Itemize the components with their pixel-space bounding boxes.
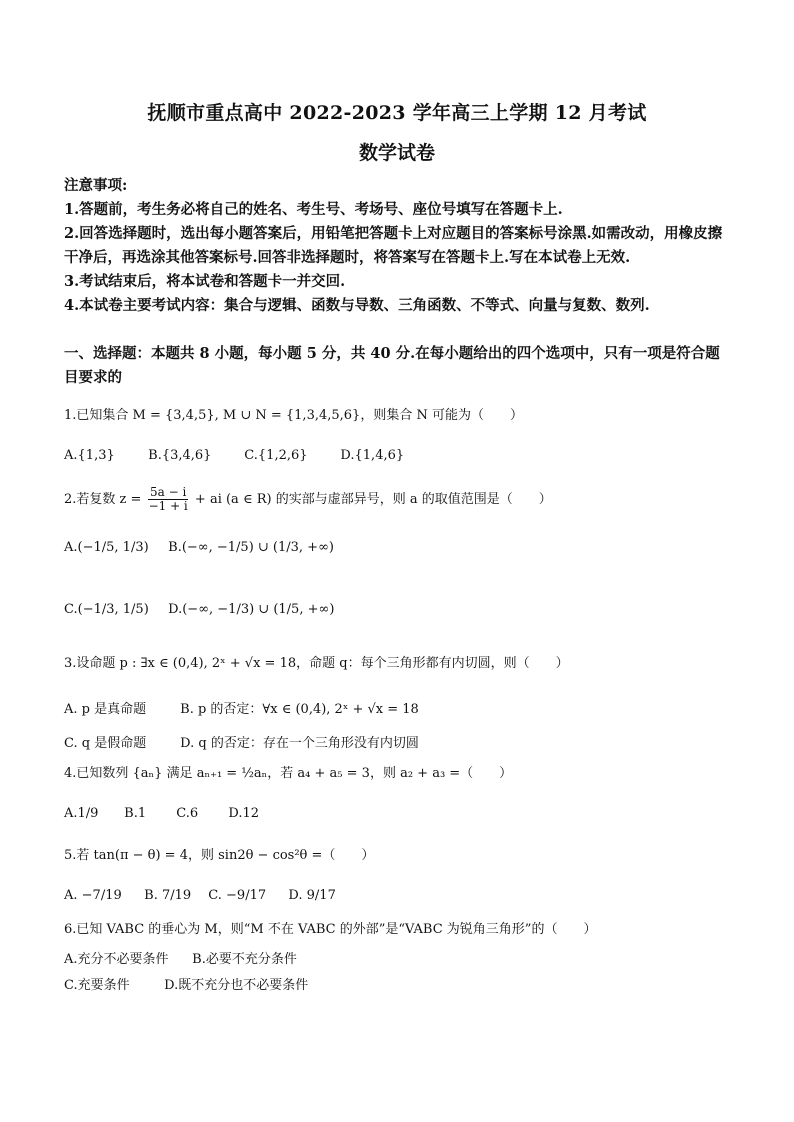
- q1-option-a: A.{1,3}: [64, 448, 115, 463]
- q6-option-b: B.必要不充分条件: [192, 952, 297, 967]
- q2-frac-num: 5a − i: [150, 485, 187, 499]
- q6-option-d: D.既不充分也不必要条件: [164, 978, 309, 993]
- q3-option-b: B. p 的否定：∀x ∈ (0,4), 2ˣ + √x = 18: [180, 702, 419, 717]
- q4-option-d: D.12: [228, 806, 260, 821]
- question-3-options-row1: [64, 698, 419, 717]
- q1-option-c: C.{1,2,6}: [244, 448, 308, 463]
- q2-frac-den: −1 + i: [148, 499, 188, 513]
- q3-option-d: D. q 的否定：存在一个三角形没有内切圆: [180, 736, 419, 751]
- q1-option-d: D.{1,4,6}: [340, 448, 405, 463]
- q4-option-c: C.6: [176, 806, 199, 821]
- q2-stem-part-a: 2.若复数 z =: [64, 492, 142, 507]
- notice-item-2: 2.回答选择题时，选出每小题答案后，用铅笔把答题卡上对应题目的答案标号涂黑.如需改动，用橡皮擦干净后，再选涂其他答案标号.回答非选择题时，将答案写在答题卡上.写在本试卷上无效.: [64, 225, 723, 266]
- question-5-options: [64, 888, 336, 903]
- question-4-options: [64, 806, 259, 821]
- question-5-stem: 5.若 tan(π − θ) = 4，则 sin2θ − cos²θ =（ ）: [64, 848, 375, 863]
- q2-option-a: A.(−1/5, 1/3): [64, 540, 149, 555]
- q4-option-b: B.1: [124, 806, 147, 821]
- question-2-options-row1: [64, 540, 334, 555]
- notice-item-1: 1.答题前，考生务必将自己的姓名、考生号、考场号、座位号填写在答题卡上.: [64, 201, 563, 218]
- q2-fraction: [147, 486, 190, 513]
- q3-option-a: A. p 是真命题: [64, 702, 147, 717]
- question-6-options-row1: [64, 948, 297, 967]
- q4-option-a: A.1/9: [64, 806, 99, 821]
- q6-option-a: A.充分不必要条件: [64, 952, 169, 967]
- q2-option-d: D.(−∞, −1/3) ∪ (1/5, +∞): [168, 602, 335, 617]
- question-4-stem: 4.已知数列 {aₙ} 满足 aₙ₊₁ = ½aₙ，若 a₄ + a₅ = 3，则 a₂ + a₃ =（ ）: [64, 766, 513, 781]
- q2-stem-part-b: + ai (a ∈ R) 的实部与虚部异号，则 a 的取值范围是（ ）: [194, 492, 552, 507]
- q5-option-b: B. 7/19: [144, 888, 192, 903]
- exam-title: 抚顺市重点高中 2022-2023 学年高三上学期 12 月考试: [147, 102, 647, 124]
- exam-subtitle: 数学试卷: [358, 142, 435, 164]
- question-2-options-row2: [64, 602, 334, 617]
- question-1-options: [64, 448, 404, 463]
- question-3-options-row2: [64, 732, 419, 751]
- question-2-stem: [64, 486, 552, 513]
- question-3-stem: 3.设命题 p : ∃x ∈ (0,4), 2ˣ + √x = 18，命题 q：每个三角形都有内切圆，则（ ）: [64, 656, 569, 671]
- q5-option-a: A. −7/19: [64, 888, 122, 903]
- notice-item-4: 4.本试卷主要考试内容：集合与逻辑、函数与导数、三角函数、不等式、向量与复数、数列.: [64, 297, 650, 314]
- q6-option-c: C.充要条件: [64, 978, 130, 993]
- section-heading: 一、选择题：本题共 8 小题，每小题 5 分，共 40 分.在每小题给出的四个选项中，只有一项是符合题目要求的: [64, 345, 720, 386]
- question-1-stem: 1.已知集合 M = {3,4,5}, M ∪ N = {1,3,4,5,6}，则集合 N 可能为（ ）: [64, 408, 523, 423]
- notice-heading: 注意事项:: [64, 177, 128, 194]
- q5-option-d: D. 9/17: [288, 888, 336, 903]
- question-6-stem: 6.已知 VABC 的垂心为 M，则“M 不在 VABC 的外部”是“VABC 为锐角三角形”的（ ）: [64, 922, 597, 937]
- q5-option-c: C. −9/17: [208, 888, 267, 903]
- notice-item-3: 3.考试结束后，将本试卷和答题卡一并交回.: [64, 273, 346, 290]
- notice-block: [64, 174, 730, 318]
- q1-option-b: B.{3,4,6}: [148, 448, 212, 463]
- question-6-options-row2: [64, 974, 308, 993]
- q2-option-b: B.(−∞, −1/5) ∪ (1/3, +∞): [168, 540, 334, 555]
- q3-option-c: C. q 是假命题: [64, 736, 147, 751]
- q2-option-c: C.(−1/3, 1/5): [64, 602, 149, 617]
